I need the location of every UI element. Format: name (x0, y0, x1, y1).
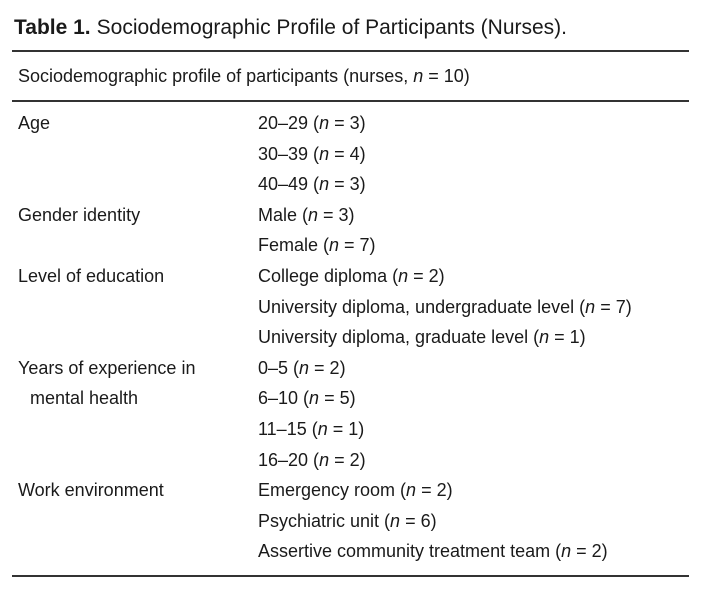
row-value (258, 506, 698, 537)
n-symbol: n (319, 449, 330, 470)
row-value (258, 322, 698, 353)
value-count: = 6) (400, 510, 437, 531)
row-value (258, 139, 698, 170)
row-value (258, 383, 698, 414)
row-values (258, 475, 698, 567)
table-title: Sociodemographic Profile of Participants (Nurses). (96, 16, 568, 39)
header-n-value: = 10) (423, 66, 470, 86)
row-values (258, 200, 698, 261)
value-text: University diploma, undergraduate level ( (258, 296, 586, 317)
row-value (258, 169, 698, 200)
value-count: = 2) (408, 265, 445, 286)
row-value (258, 353, 698, 384)
table-label: Table 1. (14, 16, 91, 39)
table-row-group (18, 200, 698, 261)
value-text: 40–49 ( (258, 174, 320, 195)
row-label: Gender identity (18, 204, 141, 225)
value-count: = 3) (329, 113, 366, 133)
value-text: 0–5 ( (258, 357, 300, 378)
header-n-symbol: n (413, 66, 424, 86)
row-label: Age (18, 113, 51, 133)
n-symbol: n (406, 480, 417, 501)
row-value (258, 536, 698, 567)
table-row-group (18, 261, 698, 353)
table-row-group (18, 108, 698, 200)
value-count: = 3) (329, 174, 366, 195)
table-header (18, 66, 470, 87)
n-symbol: n (319, 143, 330, 164)
n-symbol: n (585, 296, 596, 317)
value-count: = 7) (339, 235, 376, 256)
value-count: = 4) (329, 143, 366, 164)
value-text: Female ( (258, 235, 330, 256)
value-text: Emergency room ( (258, 480, 407, 501)
row-value (258, 414, 698, 445)
row-value (258, 200, 698, 231)
n-symbol: n (309, 388, 320, 409)
n-symbol: n (319, 113, 330, 133)
table-body (18, 108, 698, 567)
value-text: 6–10 ( (258, 388, 310, 409)
value-count: = 2) (571, 541, 608, 562)
row-label: Years of experience in mental health (18, 357, 196, 409)
value-text: 16–20 ( (258, 449, 320, 470)
value-text: 30–39 ( (258, 143, 320, 164)
value-text: Male ( (258, 204, 309, 225)
value-count: = 1) (549, 327, 586, 348)
n-symbol: n (398, 265, 409, 286)
value-text: College diploma ( (258, 265, 399, 286)
value-text: Psychiatric unit ( (258, 510, 391, 531)
n-symbol: n (329, 235, 340, 256)
row-label: Level of education (18, 265, 165, 286)
header-text: Sociodemographic profile of participants (nurses, (18, 66, 414, 86)
row-values (258, 353, 698, 475)
bottom-rule (12, 575, 689, 577)
row-value (258, 108, 698, 139)
n-symbol: n (308, 204, 319, 225)
value-count: = 2) (416, 480, 453, 501)
value-count: = 3) (318, 204, 355, 225)
value-count: = 2) (329, 449, 366, 470)
table-caption (14, 16, 567, 40)
row-label: Work environment (18, 480, 164, 501)
table-row-group (18, 353, 698, 475)
value-count: = 2) (309, 357, 346, 378)
value-text: 11–15 ( (258, 418, 318, 439)
row-value (258, 261, 698, 292)
header-rule (12, 100, 689, 102)
table-row-group (18, 475, 698, 567)
n-symbol: n (539, 327, 550, 348)
value-text: 20–29 ( (258, 113, 320, 133)
n-symbol: n (390, 510, 401, 531)
value-count: = 7) (595, 296, 632, 317)
row-value (258, 292, 698, 323)
row-values (258, 261, 698, 353)
value-text: University diploma, graduate level ( (258, 327, 540, 348)
n-symbol: n (319, 174, 330, 195)
value-text: Assertive community treatment team ( (258, 541, 562, 562)
row-value (258, 230, 698, 261)
row-values (258, 108, 698, 200)
value-count: = 5) (319, 388, 356, 409)
top-rule (12, 50, 689, 52)
value-count: = 1) (327, 418, 365, 439)
n-symbol: n (561, 541, 572, 562)
row-value (258, 445, 698, 476)
n-symbol: n (317, 418, 328, 439)
n-symbol: n (299, 357, 310, 378)
row-value (258, 475, 698, 506)
